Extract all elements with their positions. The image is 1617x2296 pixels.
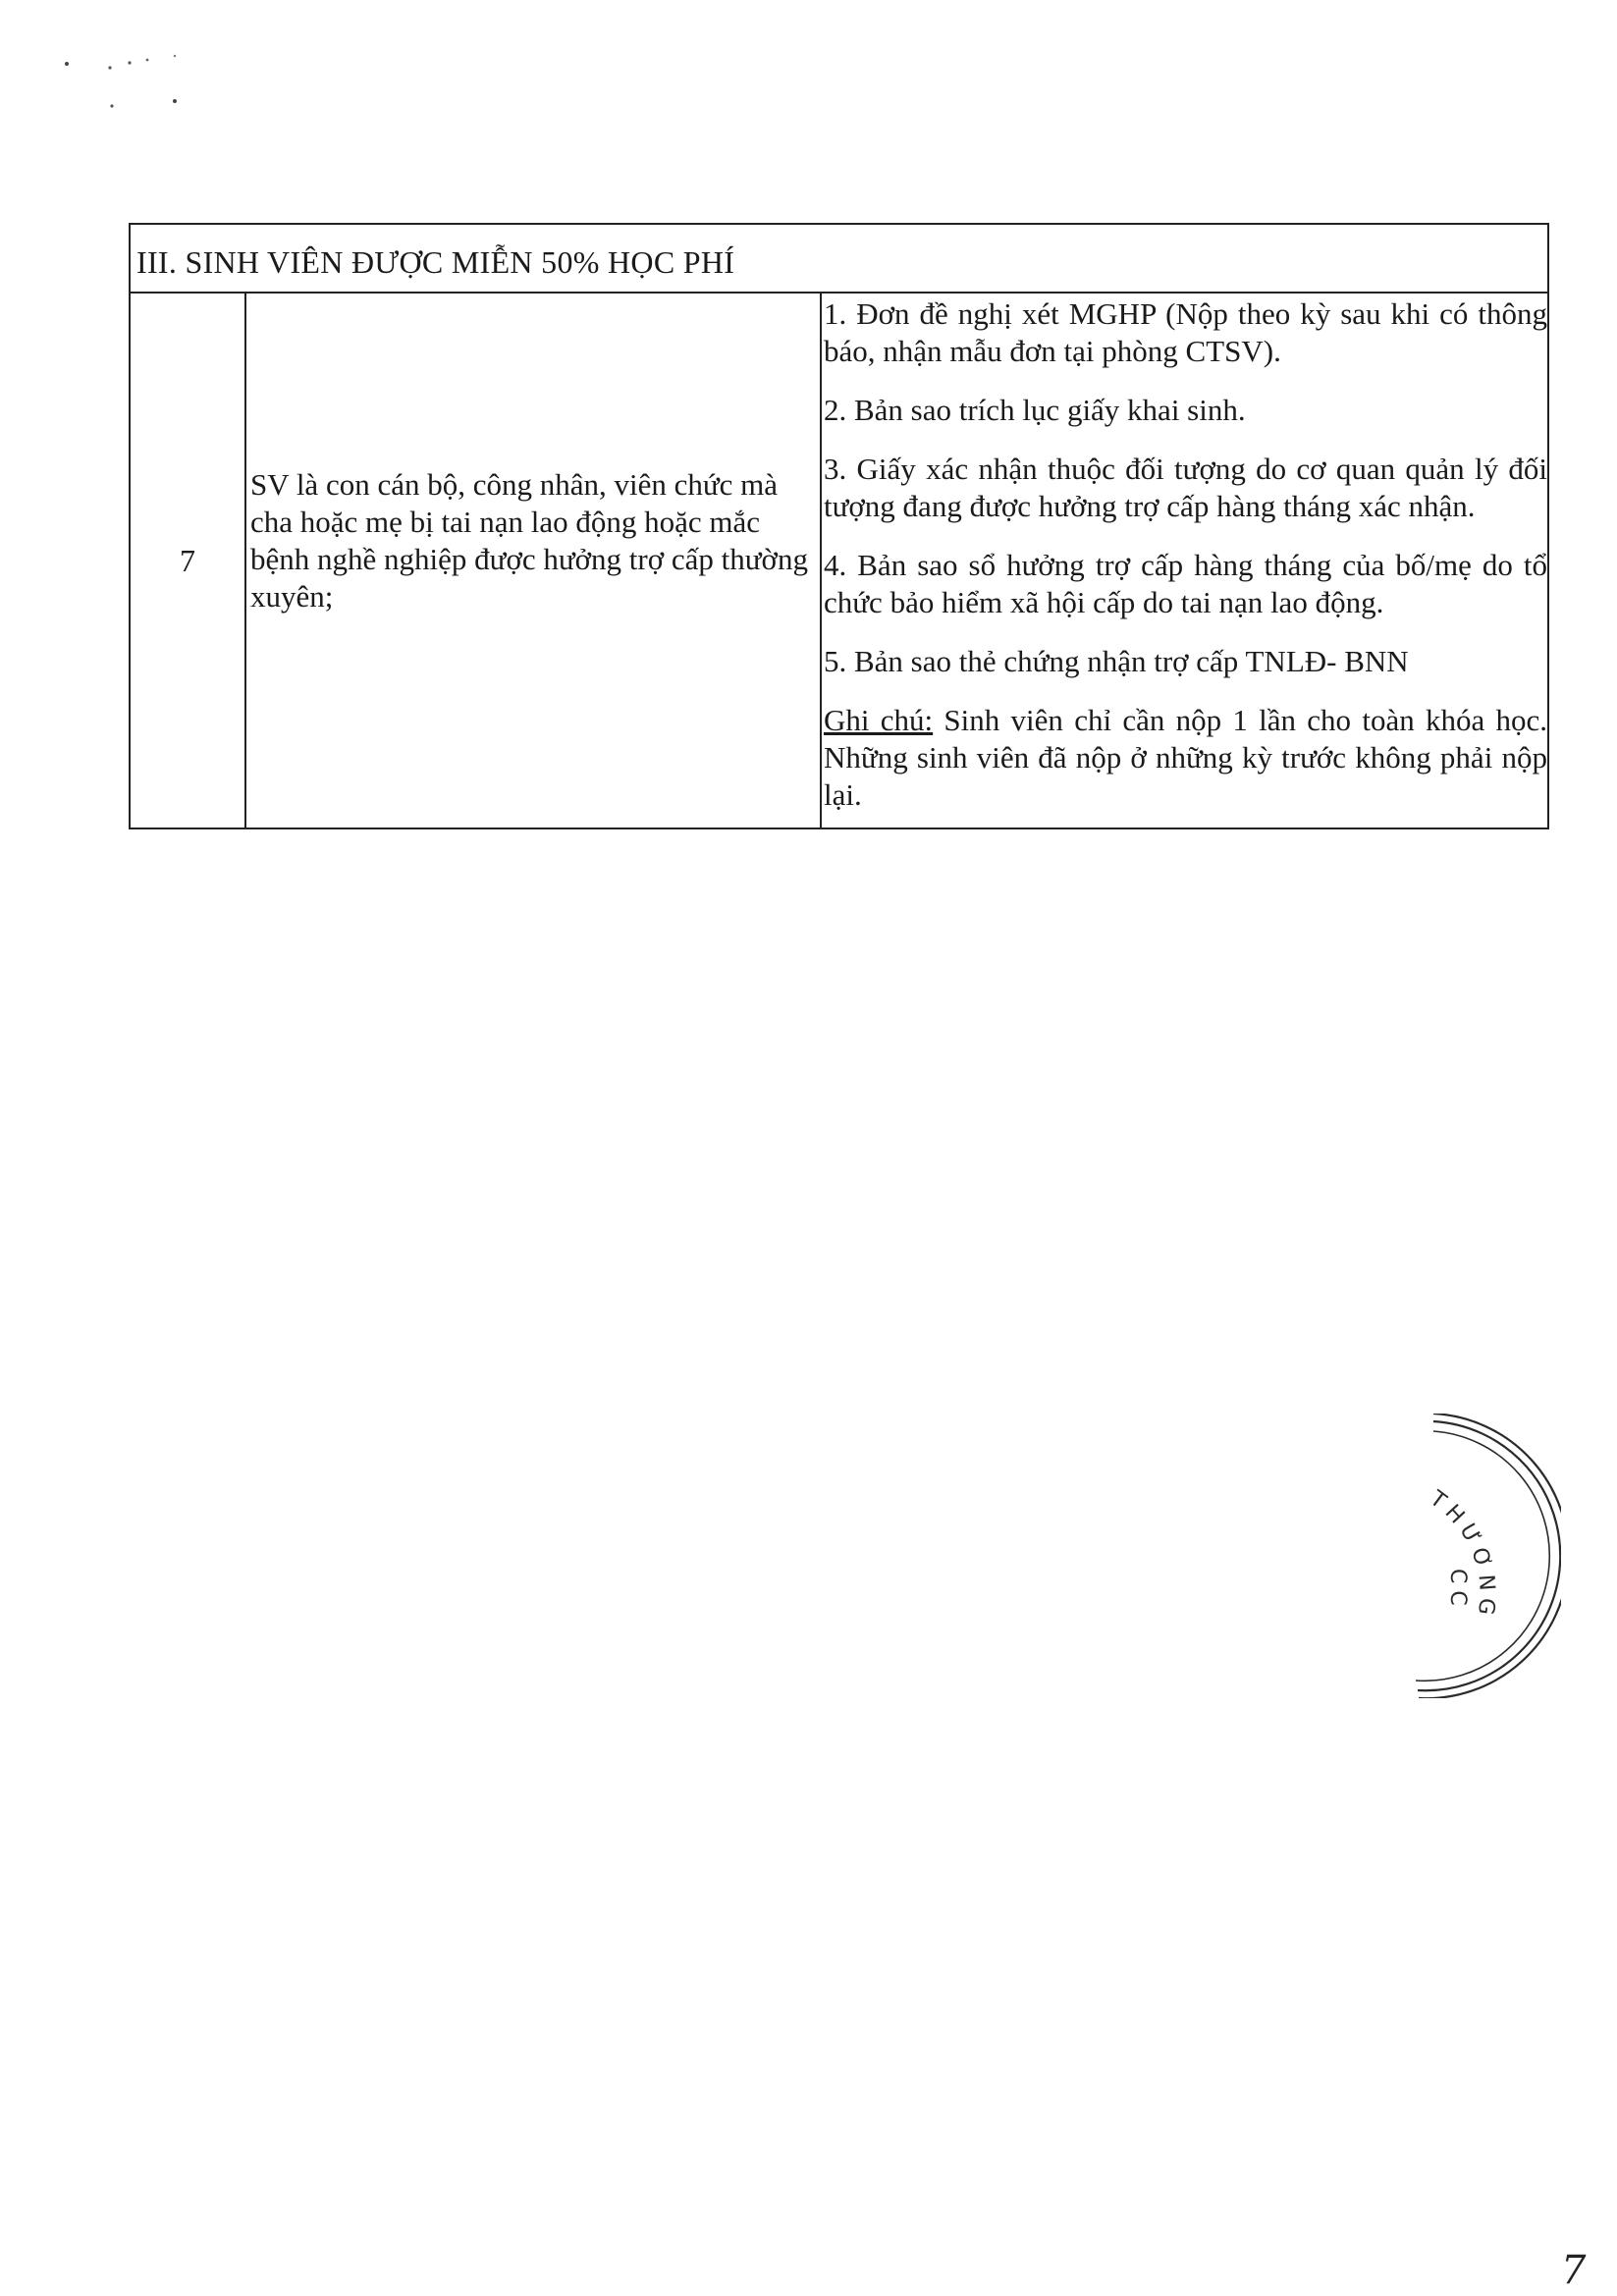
exemption-table bbox=[129, 223, 1549, 829]
note-label: Ghi chú: bbox=[824, 703, 934, 737]
document-item-1: 1. Đơn đề nghị xét MGHP (Nộp theo kỳ sau khi có thông báo, nhận mẫu đơn tại phòng CTSV). bbox=[824, 296, 1547, 368]
section-title: III. SINH VIÊN ĐƯỢC MIỄN 50% HỌC PHÍ bbox=[130, 224, 1548, 293]
stamp-fragment: C C bbox=[1445, 1569, 1470, 1606]
note-text: Sinh viên chỉ cần nộp 1 lần cho toàn khóa học. Những sinh viên đã nộp ở những kỳ trước không phải nộp lại. bbox=[824, 703, 1548, 812]
note bbox=[824, 702, 1547, 814]
eligibility-cell bbox=[245, 293, 821, 828]
required-documents-cell bbox=[821, 293, 1548, 828]
page-number: 7 bbox=[1561, 2248, 1587, 2293]
stamp-text: THƯƠNG bbox=[1425, 1486, 1500, 1623]
section-header-row bbox=[130, 224, 1548, 293]
document-item-4: 4. Bản sao sổ hưởng trợ cấp hàng tháng của bố/mẹ do tổ chức bảo hiểm xã hội cấp do tai nạn lao động. bbox=[824, 548, 1547, 619]
row-number: 7 bbox=[130, 293, 245, 828]
document-item-2: 2. Bản sao trích lục giấy khai sinh. bbox=[824, 393, 1246, 427]
partial-seal-stamp bbox=[1404, 1414, 1561, 1698]
document-item-5: 5. Bản sao thẻ chứng nhận trợ cấp TNLĐ- BNN bbox=[824, 644, 1409, 678]
table-row bbox=[130, 293, 1548, 828]
scan-specks bbox=[49, 44, 206, 123]
eligibility-description: SV là con cán bộ, công nhân, viên chức mà cha hoặc mẹ bị tai nạn lao động hoặc mắc bệnh nghề nghiệp được hưởng trợ cấp thường xuyên; bbox=[250, 467, 808, 614]
document-item-3: 3. Giấy xác nhận thuộc đối tượng do cơ quan quản lý đối tượng đang được hưởng trợ cấp hàng tháng xác nhận. bbox=[824, 452, 1547, 523]
